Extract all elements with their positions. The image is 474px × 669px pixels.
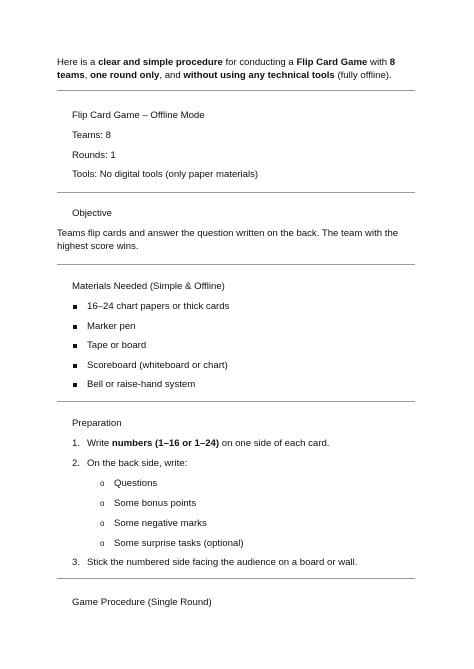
procedure-heading: Game Procedure (Single Round) (72, 597, 212, 608)
objective-text: Teams flip cards and answer the question written on the back. The team with the highest score wins. (57, 228, 399, 252)
list-item: Tape or board (72, 340, 229, 360)
sub-list-item: o Some bonus points (100, 498, 197, 509)
list-item: Bell or raise-hand system (72, 379, 229, 399)
circle-bullet-icon: o (100, 479, 105, 488)
intro-bold: 8 teams (57, 57, 396, 81)
list-item: Marker pen (72, 321, 229, 341)
list-item: 16–24 chart papers or thick cards (72, 301, 229, 321)
intro-paragraph: Here is a clear and simple procedure for conducting a Flip Card Game with 8 teams, one round only, and without using any technical tools (fully offline). (57, 57, 396, 81)
step-bold: numbers (1–16 or 1–24) (111, 438, 220, 449)
setup-teams: Teams: 8 (72, 130, 111, 141)
step-number: 2. (72, 458, 81, 469)
preparation-step-1: 1. Write numbers (1–16 or 1–24) on one side of each card. (72, 438, 330, 449)
materials-heading: Materials Needed (Simple & Offline) (72, 281, 225, 292)
divider (57, 401, 415, 402)
circle-bullet-icon: o (100, 519, 105, 528)
divider (57, 264, 415, 265)
objective-heading: Objective (72, 208, 112, 219)
intro-bold: one round only (90, 69, 160, 81)
setup-title: Flip Card Game – Offline Mode (72, 110, 205, 121)
setup-tools: Tools: No digital tools (only paper materials) (72, 169, 259, 180)
step-number: 1. (72, 438, 81, 449)
step-number: 3. (72, 557, 81, 568)
circle-bullet-icon: o (100, 499, 105, 508)
sub-list-item: o Some negative marks (100, 518, 207, 529)
intro-bold: clear and simple procedure (98, 57, 223, 68)
sub-list-item: o Some surprise tasks (optional) (100, 538, 244, 549)
intro-bold: without using any technical tools (183, 69, 335, 81)
circle-bullet-icon: o (100, 539, 105, 548)
divider (57, 578, 415, 579)
divider (57, 90, 415, 91)
preparation-step-3: 3. Stick the numbered side facing the audience on a board or wall. (72, 557, 358, 568)
preparation-heading: Preparation (72, 418, 122, 429)
materials-list (72, 301, 229, 399)
divider (57, 192, 415, 193)
sub-list-item: o Questions (100, 478, 158, 489)
list-item: Scoreboard (whiteboard or chart) (72, 360, 229, 380)
preparation-step-2: 2. On the back side, write: (72, 458, 188, 469)
setup-rounds: Rounds: 1 (72, 150, 116, 161)
intro-bold: Flip Card Game (296, 57, 368, 68)
